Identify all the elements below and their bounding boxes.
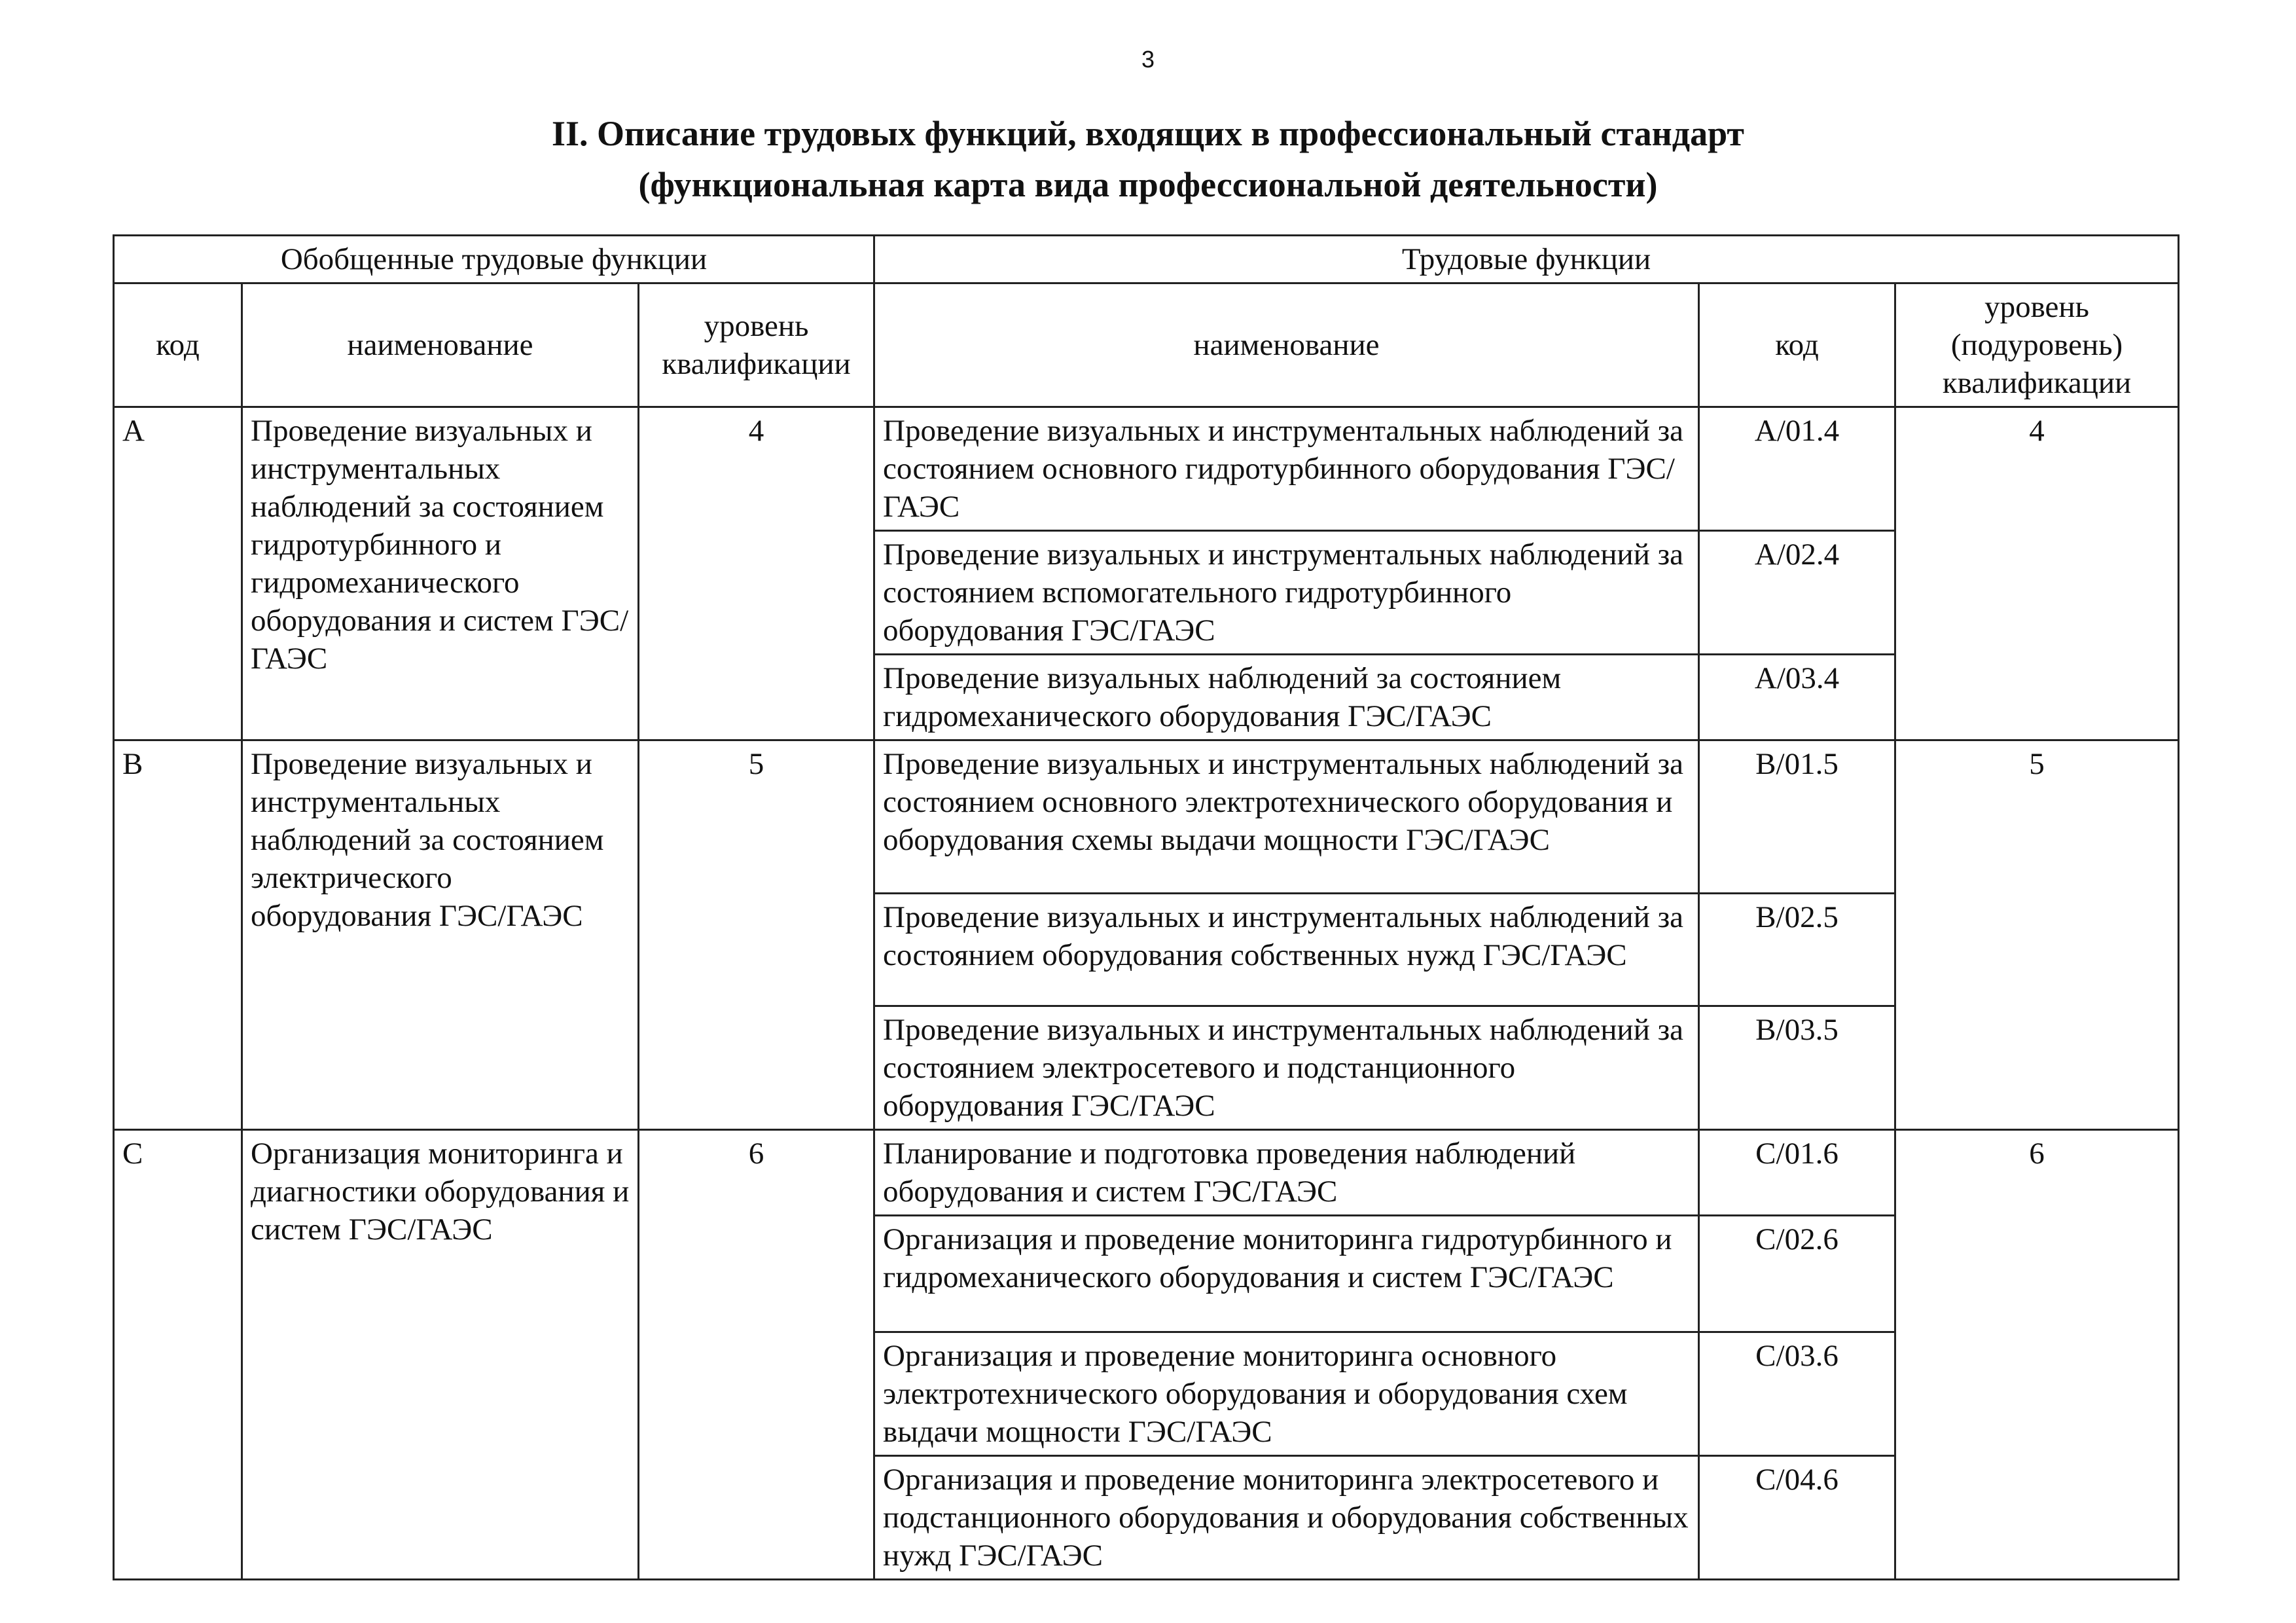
tf-name-cell: Планирование и подготовка проведения наблюдений оборудования и систем ГЭС/ГАЭС [874, 1130, 1699, 1216]
header-labor-functions: Трудовые функции [874, 236, 2179, 283]
header-gen-code: код [114, 283, 242, 407]
gen-name-cell: Проведение визуальных и инструментальных наблюдений за состоянием электрического оборудования ГЭС/ГАЭС [242, 740, 639, 1130]
section-title [0, 108, 2296, 210]
gen-name-cell: Организация мониторинга и диагностики оборудования и систем ГЭС/ГАЭС [242, 1130, 639, 1580]
table-row [114, 740, 2179, 894]
header-tf-level: уровень (подуровень) квалификации [1895, 283, 2179, 407]
section-title-line-2: (функциональная карта вида профессиональной деятельности) [638, 165, 1658, 204]
gen-code-cell: C [114, 1130, 242, 1580]
tf-name-cell: Проведение визуальных и инструментальных наблюдений за состоянием оборудования собственных нужд ГЭС/ГАЭС [874, 894, 1699, 1006]
gen-level-cell: 4 [639, 407, 874, 740]
tf-code-cell: C/03.6 [1699, 1332, 1895, 1456]
tf-code-cell: B/02.5 [1699, 894, 1895, 1006]
gen-code-cell: A [114, 407, 242, 740]
header-gen-name: наименование [242, 283, 639, 407]
header-generalized-functions: Обобщенные трудовые функции [114, 236, 874, 283]
tf-code-cell: B/03.5 [1699, 1006, 1895, 1130]
tf-name-cell: Проведение визуальных и инструментальных наблюдений за состоянием основного гидротурбинного оборудования ГЭС/ГАЭС [874, 407, 1699, 531]
tf-code-cell: A/01.4 [1699, 407, 1895, 531]
table-row [114, 407, 2179, 531]
header-tf-name: наименование [874, 283, 1699, 407]
tf-code-cell: A/02.4 [1699, 531, 1895, 655]
tf-name-cell: Организация и проведение мониторинга электросетевого и подстанционного оборудования и оборудования собственных нужд ГЭС/ГАЭС [874, 1456, 1699, 1580]
tf-level-cell: 6 [1895, 1130, 2179, 1580]
functional-map-table [113, 234, 2179, 1580]
tf-name-cell: Организация и проведение мониторинга гидротурбинного и гидромеханического оборудования и систем ГЭС/ГАЭС [874, 1216, 1699, 1332]
header-tf-code: код [1699, 283, 1895, 407]
gen-name-cell: Проведение визуальных и инструментальных наблюдений за состоянием гидротурбинного и гидромеханического оборудования и систем ГЭС/ГАЭС [242, 407, 639, 740]
tf-code-cell: A/03.4 [1699, 655, 1895, 740]
tf-level-cell: 5 [1895, 740, 2179, 1130]
header-gen-level: уровень квалификации [639, 283, 874, 407]
tf-code-cell: C/01.6 [1699, 1130, 1895, 1216]
gen-level-cell: 5 [639, 740, 874, 1130]
section-title-line-1: II. Описание трудовых функций, входящих в профессиональный стандарт [552, 114, 1744, 153]
tf-name-cell: Организация и проведение мониторинга основного электротехнического оборудования и оборудования схем выдачи мощности ГЭС/ГАЭС [874, 1332, 1699, 1456]
tf-name-cell: Проведение визуальных наблюдений за состоянием гидромеханического оборудования ГЭС/ГАЭС [874, 655, 1699, 740]
tf-level-cell: 4 [1895, 407, 2179, 740]
tf-code-cell: B/01.5 [1699, 740, 1895, 894]
tf-code-cell: C/04.6 [1699, 1456, 1895, 1580]
tf-name-cell: Проведение визуальных и инструментальных наблюдений за состоянием основного электротехнического оборудования и оборудования схемы выдачи мощности ГЭС/ГАЭС [874, 740, 1699, 894]
tf-name-cell: Проведение визуальных и инструментальных наблюдений за состоянием вспомогательного гидротурбинного оборудования ГЭС/ГАЭС [874, 531, 1699, 655]
tf-name-cell: Проведение визуальных и инструментальных наблюдений за состоянием электросетевого и подстанционного оборудования ГЭС/ГАЭС [874, 1006, 1699, 1130]
gen-code-cell: B [114, 740, 242, 1130]
gen-level-cell: 6 [639, 1130, 874, 1580]
tf-code-cell: C/02.6 [1699, 1216, 1895, 1332]
page-number: 3 [1141, 46, 1155, 73]
table-row [114, 1130, 2179, 1216]
